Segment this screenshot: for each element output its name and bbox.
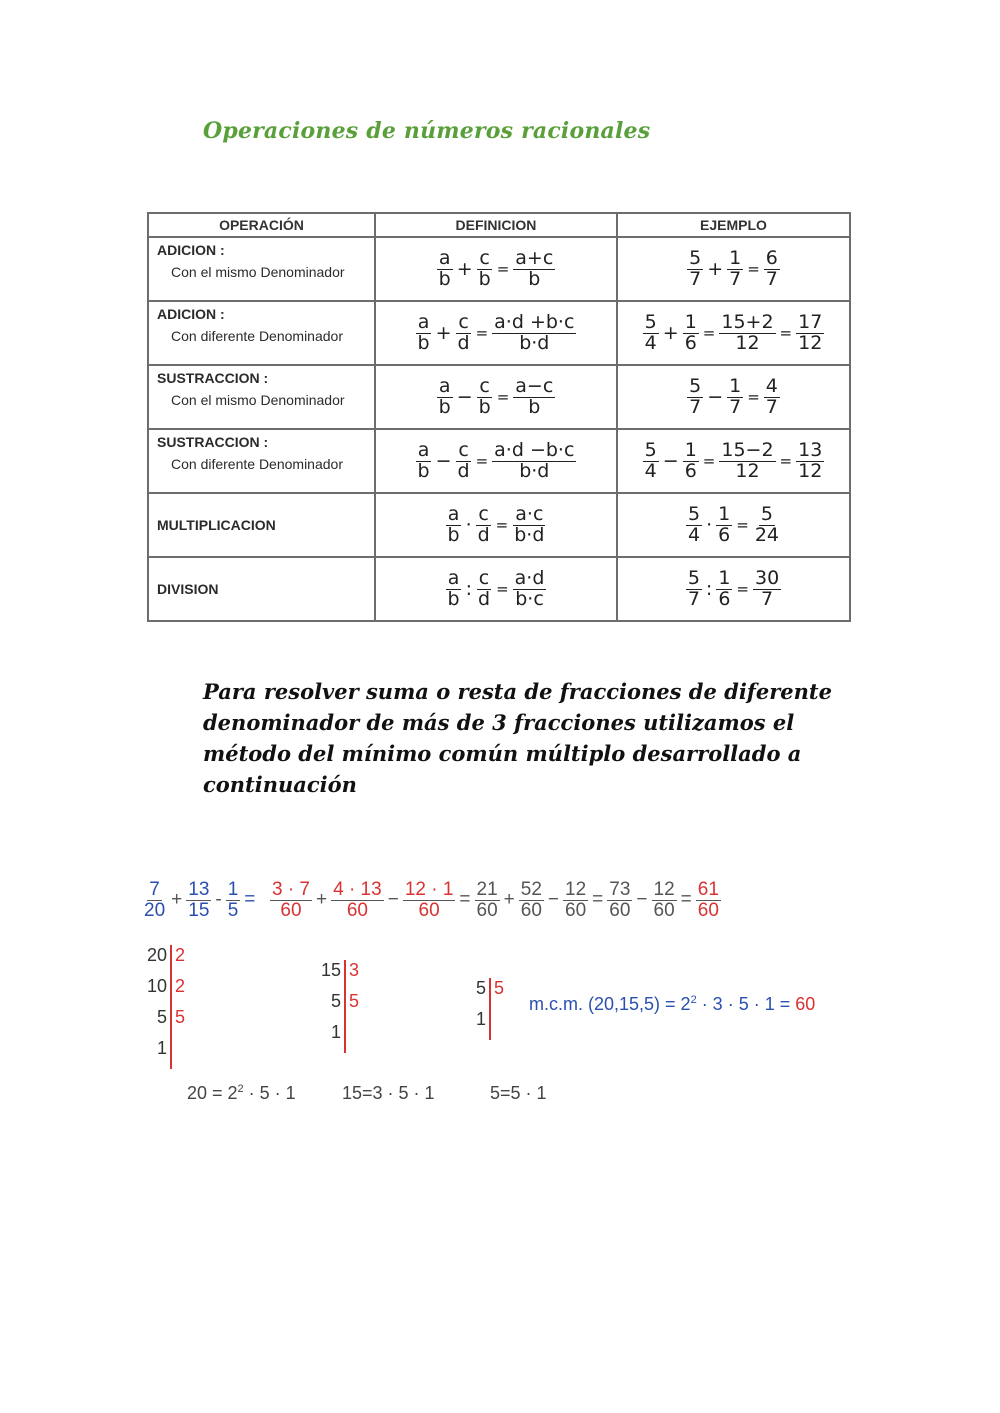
worked-example (140, 880, 723, 921)
mcm-result: m.c.m. $(20,15,5) = 2^2 \cdot 3 \cdot 5 \cdot 1 = 60$ (529, 994, 816, 1014)
table-row (148, 237, 850, 301)
decomposition-5: 5=5 · 1 (490, 1083, 547, 1103)
table-row (148, 365, 850, 429)
factorization-20: 20 2 10 2 5 5 1 (143, 945, 195, 1069)
page-title: Operaciones de números racionales (203, 118, 651, 144)
definition-formula: $\frac{a}{b}$ : $\frac{c}{d}$ = $\frac{a\cdot d}{b\cdot c}$ (447, 566, 545, 610)
table-row (148, 493, 850, 557)
table-row (148, 557, 850, 621)
definition-formula: $\frac{a}{b}$ + $\frac{c}{d}$ = $\frac{a\cdot d +b\cdot c}{b\cdot d}$ (417, 310, 575, 354)
definition-formula: $\frac{a}{b}$ − $\frac{c}{d}$ = $\frac{a\cdot d -b\cdot c}{b\cdot d}$ (417, 438, 575, 482)
example-formula: $\frac{5}{4}$ + $\frac{1}{6}$ = $\frac{15+2}{12}$ = $\frac{17}{12}$ (644, 310, 823, 354)
factorization-15: 15 3 5 5 1 (317, 960, 369, 1053)
factorization-5: 5 5 1 (462, 978, 514, 1040)
operation-name: DIVISION (157, 581, 219, 597)
operation-name: ADICION : (157, 242, 225, 258)
header-definicion: DEFINICION (375, 213, 617, 237)
operation-name: SUSTRACCION : (157, 370, 269, 386)
example-formula: $\frac{5}{4}$ − $\frac{1}{6}$ = $\frac{15-2}{12}$ = $\frac{13}{12}$ (644, 438, 823, 482)
example-equation: $\frac{7}{20}$ + $\frac{13}{15}$ - $\frac{1}{5}$ = $\frac{3 \cdot 7}{60}$ + $\frac{4 \cdot 13}{60}$ − $\frac{12 \cdot 1}{60}$ = $\frac{21}{60}$ + $\frac{52}{60}$ − $\frac{12}{60}$ = $\frac{73}{60}$ − $\frac{12}{60}$ = $\frac{61}{60}$ (144, 879, 719, 921)
definition-formula: $\frac{a}{b}$ − $\frac{c}{b}$ = $\frac{a-c}{b}$ (438, 374, 554, 418)
table-row (148, 429, 850, 493)
definition-formula: $\frac{a}{b}$ · $\frac{c}{d}$ = $\frac{a\cdot c}{b\cdot d}$ (447, 502, 545, 546)
decomposition-15: 15=3 · 5 · 1 (342, 1083, 435, 1103)
definition-formula: $\frac{a}{b}$ + $\frac{c}{b}$ = $\frac{a+c}{b}$ (438, 246, 554, 290)
operation-subtitle: Con el mismo Denominador (171, 264, 345, 280)
operation-subtitle: Con diferente Denominador (171, 328, 343, 344)
example-formula: $\frac{5}{7}$ − $\frac{1}{7}$ = $\frac{4}{7}$ (689, 374, 778, 418)
operation-subtitle: Con diferente Denominador (171, 456, 343, 472)
operations-table (147, 212, 851, 622)
operation-name: SUSTRACCION : (157, 434, 269, 450)
example-formula: $\frac{5}{4}$ · $\frac{1}{6}$ = $\frac{5}{24}$ (688, 502, 779, 546)
operation-subtitle: Con el mismo Denominador (171, 392, 345, 408)
table-row (148, 301, 850, 365)
header-ejemplo: EJEMPLO (617, 213, 850, 237)
example-formula: $\frac{5}{7}$ + $\frac{1}{7}$ = $\frac{6}{7}$ (689, 246, 778, 290)
decomposition-20: $20 = 2^2 \cdot 5 \cdot 1$ (187, 1083, 296, 1103)
operation-name: MULTIPLICACION (157, 517, 276, 533)
operation-name: ADICION : (157, 306, 225, 322)
explanation-paragraph: Para resolver suma o resta de fracciones de diferente denominador de más de 3 fracciones utilizamos el método del mínimo común múltiplo desarrollado a continuación (203, 679, 832, 797)
example-formula: $\frac{5}{7}$ : $\frac{1}{6}$ = $\frac{30}{7}$ (687, 566, 780, 610)
header-operacion: OPERACIÓN (148, 213, 375, 237)
